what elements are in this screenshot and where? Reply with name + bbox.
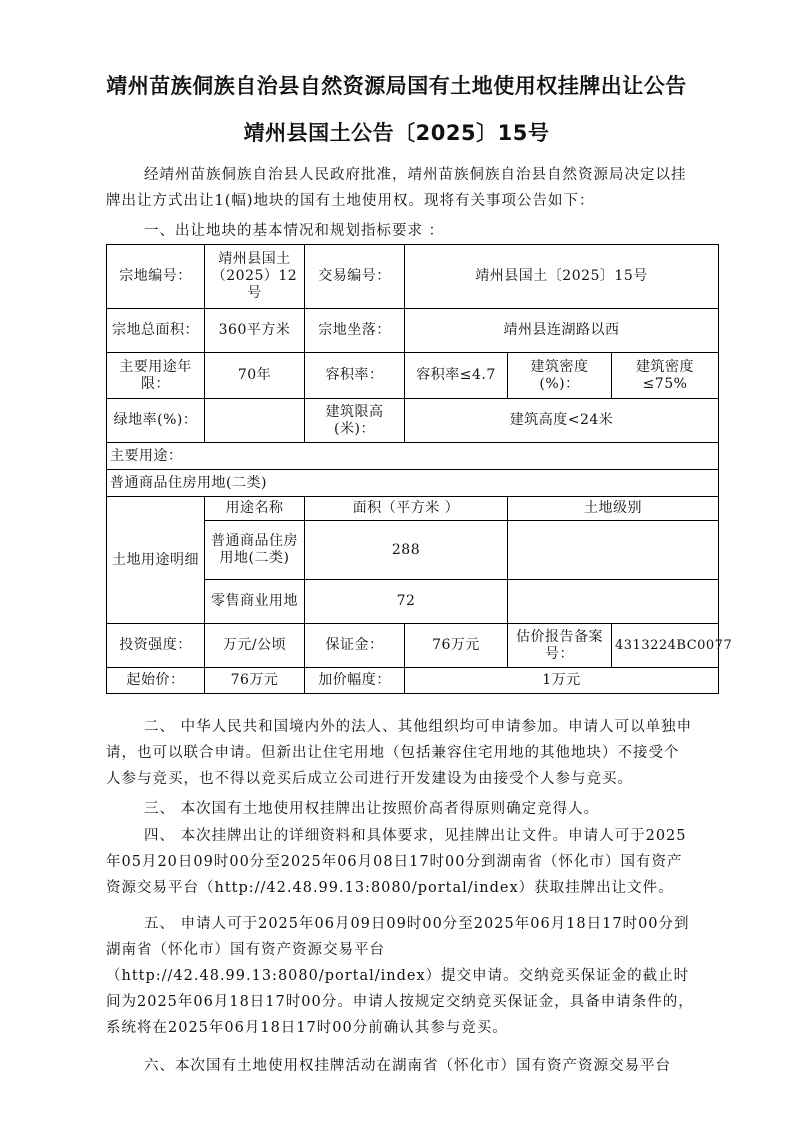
trade-no-label: 交易编号： xyxy=(305,245,405,309)
start-price-label: 起始价： xyxy=(107,668,205,694)
appraisal-value: 4313224BC0077 xyxy=(612,624,719,668)
land-parcel-table xyxy=(106,244,733,694)
appraisal-label: 估价报告备案号： xyxy=(508,624,612,668)
use-row-name: 零售商业用地 xyxy=(205,580,305,624)
document-subtitle: 靖州县国土公告〔2025〕15号 xyxy=(243,121,550,145)
parcel-no-value: 靖州县国土（2025）12号 xyxy=(205,245,305,309)
section-5-paragraph: 五、 申请人可于2025年06月09日09时00分至2025年06月18日17时00分到湖南省（怀化市）国有资产资源交易平台（http://42.48.99.13:8080/portal/index）提交申请。交纳竞买保证金的截止时间为2025年06月18日17时00分。申请人按规定交纳竞买保证金，具备申请条件的，系统将在2025年06月18日17时00分前确认其参与竞买。 xyxy=(106,916,694,1036)
use-row-name: 普通商品住房用地(二类) xyxy=(205,521,305,580)
section1-heading: 一、出让地块的基本情况和规划指标要求 ： xyxy=(144,223,445,239)
far-label: 容积率： xyxy=(305,353,405,399)
main-use-value: 普通商品住房用地(二类) xyxy=(107,470,719,497)
start-price-value: 76万元 xyxy=(205,668,305,694)
col-grade: 土地级别 xyxy=(508,497,719,521)
document-title: 靖州苗族侗族自治县自然资源局国有土地使用权挂牌出让公告 xyxy=(106,74,687,98)
increment-value: 1万元 xyxy=(405,668,719,694)
location-label: 宗地坐落： xyxy=(305,309,405,353)
area-value: 360平方米 xyxy=(205,309,305,353)
trade-no-value: 靖州县国土〔2025〕15号 xyxy=(405,245,719,309)
increment-label: 加价幅度： xyxy=(305,668,405,694)
far-value: 容积率≤4.7 xyxy=(405,353,508,399)
term-label: 主要用途年限： xyxy=(107,353,205,399)
height-label: 建筑限高(米)： xyxy=(305,399,405,443)
col-area: 面积（平方米 ） xyxy=(305,497,508,521)
section-4-paragraph: 四、 本次挂牌出让的详细资料和具体要求，见挂牌出让文件。申请人可于2025年05月20日09时00分至2025年06月08日17时00分到湖南省（怀化市）国有资产资源交易平台（http://42.48.99.13:8080/portal/index）获取挂牌出让文件。 xyxy=(106,828,687,896)
main-use-label: 主要用途： xyxy=(107,443,719,470)
invest-value: 万元/公顷 xyxy=(205,624,305,668)
deposit-label: 保证金： xyxy=(305,624,405,668)
section-2-paragraph: 二、 中华人民共和国境内外的法人、其他组织均可申请参加。申请人可以单独申请，也可以联合申请。但新出让住宅用地（包括兼容住宅用地的其他地块）不接受个人参与竞买，也不得以竞买后成立公司进行开发建设为由接受个人参与竞买。 xyxy=(106,719,693,787)
green-label: 绿地率(%)： xyxy=(107,399,205,443)
density-label: 建筑密度(%)： xyxy=(508,353,612,399)
intro-paragraph: 经靖州苗族侗族自治县人民政府批准，靖州苗族侗族自治县自然资源局决定以挂牌出让方式出让1(幅)地块的国有土地使用权。现将有关事项公告如下： xyxy=(106,167,687,209)
location-value: 靖州县连湖路以西 xyxy=(405,309,719,353)
area-label: 宗地总面积： xyxy=(107,309,205,353)
term-value: 70年 xyxy=(205,353,305,399)
use-detail-label: 土地用途明细 xyxy=(107,497,205,624)
parcel-no-label: 宗地编号： xyxy=(107,245,205,309)
deposit-value: 76万元 xyxy=(405,624,508,668)
density-value: 建筑密度≤75% xyxy=(612,353,719,399)
invest-label: 投资强度： xyxy=(107,624,205,668)
section-3-paragraph: 三、 本次国有土地使用权挂牌出让按照价高者得原则确定竞得人。 xyxy=(144,801,600,817)
use-row-grade xyxy=(508,580,719,624)
use-row-grade xyxy=(508,521,719,580)
use-row-area: 288 xyxy=(305,521,508,580)
green-value xyxy=(205,399,305,443)
col-use-name: 用途名称 xyxy=(205,497,305,521)
height-value: 建筑高度<24米 xyxy=(405,399,719,443)
section-6-paragraph: 六、本次国有土地使用权挂牌活动在湖南省（怀化市）国有资产资源交易平台 xyxy=(144,1058,671,1074)
use-row-area: 72 xyxy=(305,580,508,624)
